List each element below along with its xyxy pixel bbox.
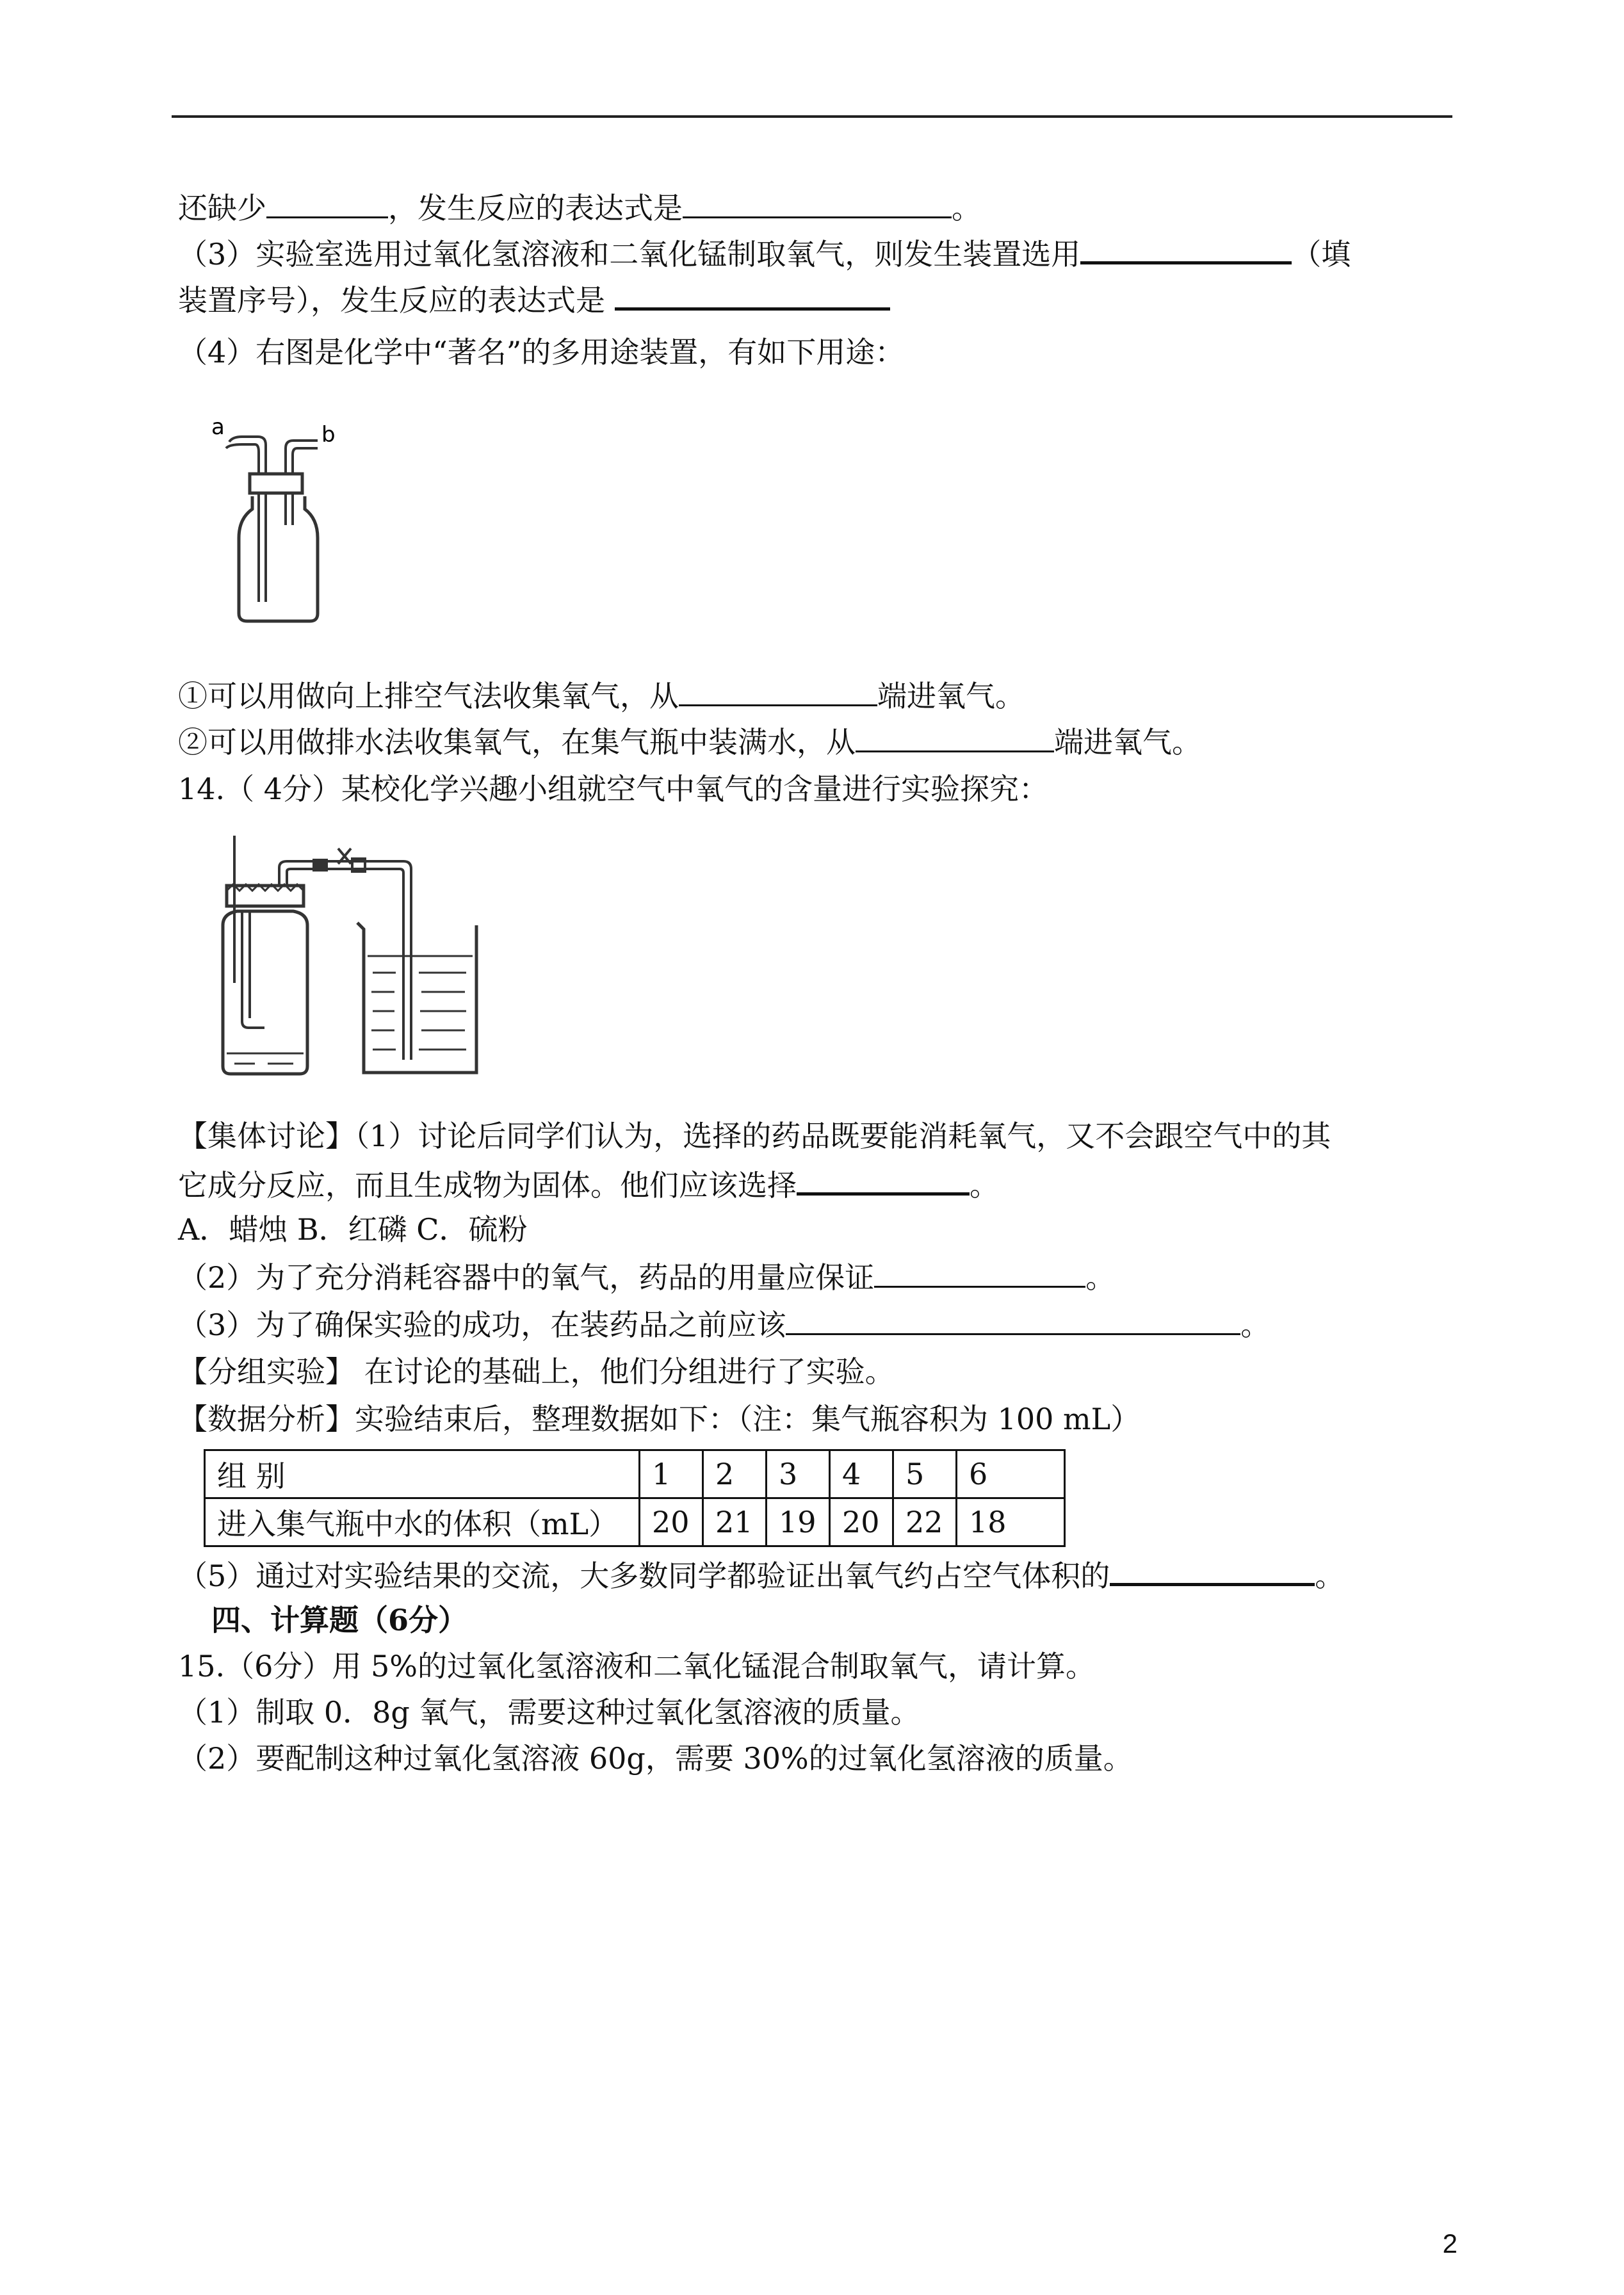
- question-14: 14.（ 4分）某校化学兴趣小组就空气中氧气的含量进行实验探究：: [178, 772, 1049, 806]
- page-number: 2: [1442, 2228, 1458, 2259]
- answer-blank[interactable]: [1080, 229, 1292, 264]
- gas-bottle-figure: [204, 410, 351, 628]
- table-cell: 20: [640, 1498, 703, 1546]
- text: 。: [1085, 1260, 1116, 1295]
- question-4: （4）右图是化学中“著名”的多用途装置，有如下用途：: [178, 335, 905, 369]
- text: （填: [1292, 237, 1351, 272]
- answer-blank[interactable]: [1110, 1551, 1315, 1586]
- table-row: [205, 1498, 1065, 1546]
- oxygen-content-apparatus-figure: [204, 836, 485, 1079]
- usage-2: [178, 718, 1201, 765]
- text: 。: [970, 1168, 999, 1203]
- discussion-5: [178, 1551, 1344, 1599]
- text: 。: [952, 191, 981, 225]
- text: 端进氧气。: [877, 679, 1025, 713]
- text: 还缺少: [178, 191, 266, 225]
- text: （2）为了充分消耗容器中的氧气，药品的用量应保证: [178, 1260, 875, 1295]
- text: 装置序号），发生反应的表达式是: [178, 283, 605, 318]
- table-cell: 5: [893, 1450, 957, 1498]
- table-cell: 22: [893, 1498, 957, 1546]
- answer-blank[interactable]: [797, 1160, 970, 1196]
- table-cell: 19: [767, 1498, 830, 1546]
- text: （3）为了确保实验的成功，在装药品之前应该: [178, 1308, 786, 1342]
- question-3-line1: [178, 229, 1351, 277]
- line-missing: [178, 184, 981, 231]
- answer-blank[interactable]: [786, 1301, 1240, 1335]
- table-cell: 20: [830, 1498, 893, 1546]
- table-cell: 6: [957, 1450, 1065, 1498]
- discussion-1-line1: 【集体讨论】（1）讨论后同学们认为，选择的药品既要能消耗氧气，又不会跟空气中的其: [178, 1119, 1331, 1153]
- text: 它成分反应，而且生成物为固体。他们应该选择: [178, 1168, 797, 1203]
- table-cell: 18: [957, 1498, 1065, 1546]
- table-cell: 21: [703, 1498, 767, 1546]
- text: 端进氧气。: [1054, 725, 1201, 759]
- table-row: [205, 1450, 1065, 1498]
- answer-blank[interactable]: [615, 275, 890, 311]
- row-header: 进入集气瓶中水的体积（mL）: [205, 1498, 640, 1546]
- row-header: 组 别: [205, 1450, 640, 1498]
- text: （3）实验室选用过氧化氢溶液和二氧化锰制取氧气，则发生装置选用: [178, 237, 1081, 272]
- question-15-part-2: （2）要配制这种过氧化氢溶液 60g，需要 30%的过氧化氢溶液的质量。: [178, 1741, 1133, 1776]
- table-cell: 4: [830, 1450, 893, 1498]
- section-heading: 四、计算题（6分）: [211, 1603, 468, 1637]
- results-table: [204, 1449, 1066, 1547]
- table-cell: 2: [703, 1450, 767, 1498]
- tube-b-label: b: [321, 422, 336, 448]
- question-15: 15.（6分）用 5%的过氧化氢溶液和二氧化锰混合制取氧气，请计算。: [178, 1649, 1096, 1683]
- discussion-2: [178, 1254, 1115, 1301]
- question-3-line2: [178, 275, 890, 323]
- answer-blank[interactable]: [266, 184, 388, 218]
- text: 。: [1315, 1559, 1345, 1593]
- group-experiment: 【分组实验】 在讨论的基础上，他们分组进行了实验。: [178, 1354, 895, 1389]
- table-cell: 1: [640, 1450, 703, 1498]
- question-15-part-1: （1）制取 0．8g 氧气，需要这种过氧化氢溶液的质量。: [178, 1695, 920, 1730]
- choice-options: A．蜡烛 B．红磷 C．硫粉: [178, 1212, 528, 1247]
- answer-blank[interactable]: [679, 672, 877, 706]
- text: 。: [1240, 1308, 1271, 1342]
- discussion-3: [178, 1301, 1270, 1348]
- text: ，发生反应的表达式是: [388, 191, 683, 225]
- tube-a-label: a: [211, 414, 225, 440]
- answer-blank[interactable]: [683, 184, 952, 218]
- answer-blank[interactable]: [856, 718, 1054, 752]
- usage-1: [178, 672, 1025, 719]
- table-cell: 3: [767, 1450, 830, 1498]
- discussion-1-line2: [178, 1160, 999, 1208]
- header-rule: [172, 115, 1452, 118]
- text: ①可以用做向上排空气法收集氧气，从: [178, 679, 679, 713]
- text: ②可以用做排水法收集氧气，在集气瓶中装满水，从: [178, 725, 856, 759]
- text: （5）通过对实验结果的交流，大多数同学都验证出氧气约占空气体积的: [178, 1559, 1110, 1593]
- answer-blank[interactable]: [874, 1254, 1085, 1288]
- data-analysis: 【数据分析】实验结束后，整理数据如下：（注：集气瓶容积为 100 mL）: [178, 1402, 1141, 1436]
